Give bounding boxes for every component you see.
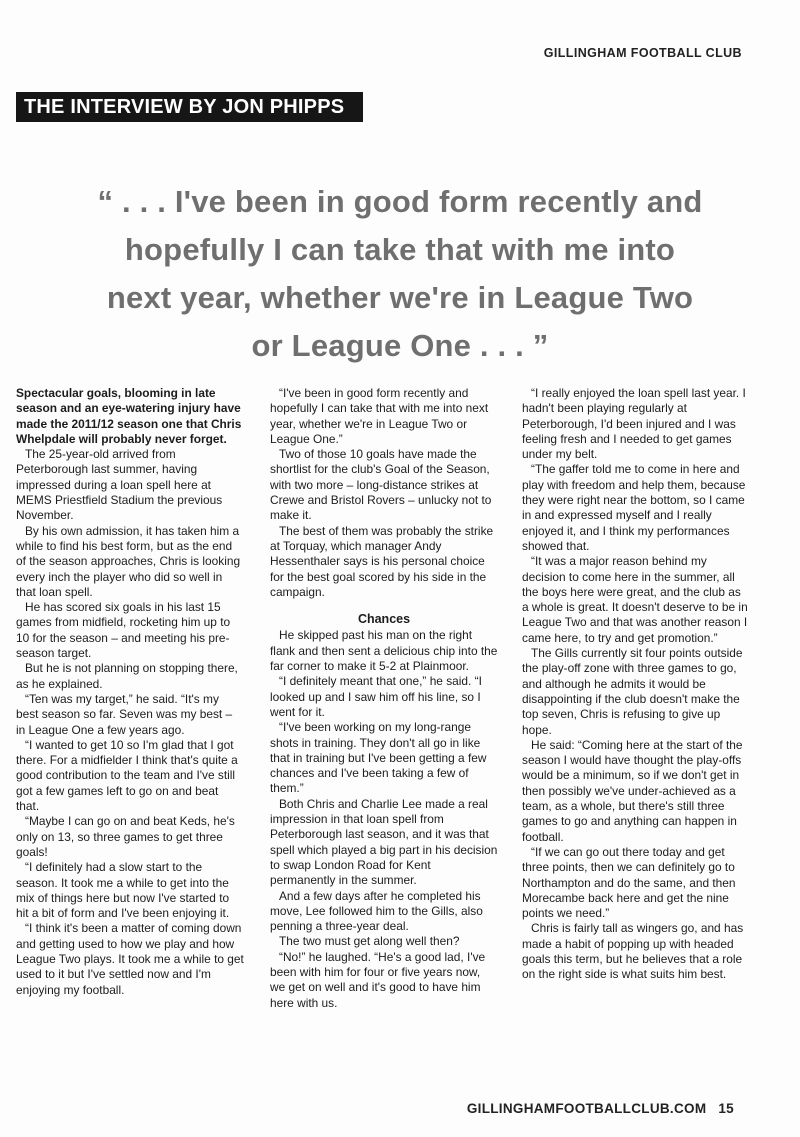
pull-quote	[60, 178, 740, 370]
club-name-header: GILLINGHAM FOOTBALL CLUB	[543, 46, 742, 60]
article-paragraph: Chris is fairly tall as wingers go, and has made a habit of popping up with headed goals this term, but he believes that a role on the right side is what suits him best.	[522, 921, 744, 982]
article-paragraph: “No!” he laughed. “He's a good lad, I've been with him for four or five years now, we get on well and it's good to have him here with us.	[270, 949, 486, 1010]
article-column-3	[522, 386, 750, 983]
pull-quote-line: hopefully I can take that with me into	[124, 232, 676, 267]
footer-website-link[interactable]: GILLINGHAMFOOTBALLCLUB.COM	[466, 1101, 707, 1116]
article-paragraph: But he is not planning on stopping there, as he explained.	[16, 661, 238, 691]
pull-quote-line: or League One . . . ”	[251, 328, 549, 363]
article-paragraph: He said: “Coming here at the start of the season I would have thought the play-offs would be a minimum, so if we don't get in then possibly we've under-achieved as a team, as a whole, but there's still three games to go and anything can happen in football.	[522, 737, 743, 844]
article-paragraph: Two of those 10 goals have made the shortlist for the club's Goal of the Season, with two more – long-distance strikes at Crewe and Bristol Rovers – unlucky not to make it.	[270, 447, 492, 523]
article-column-2	[270, 386, 498, 1011]
article-paragraph: “I definitely had a slow start to the season. It took me a while to get into the mix of things here but now I've started to hit a bit of form and I've been enjoying it.	[16, 860, 230, 921]
article-paragraph: “It was a major reason behind my decision to come here in the summer, all the boys here were great, and the club as a whole is great. It doesn't deserve to be in League Two and that was another reason I came here, to try and get promotion.”	[522, 554, 748, 645]
article-paragraph: He has scored six goals in his last 15 games from midfield, rocketing him up to 10 for the season – and meeting his pre-season target.	[16, 600, 231, 661]
page-footer	[467, 1101, 734, 1116]
article-lead-paragraph: Spectacular goals, blooming in late season and an eye-watering injury have made the 2011/12 season one that Chris Whelpdale will probably never forget.	[16, 386, 242, 446]
article-paragraph: And a few days after he completed his move, Lee followed him to the Gills, also penning a three-year deal.	[270, 888, 483, 934]
article-paragraph: “I wanted to get 10 so I'm glad that I got there. For a midfielder I think that's quite a good contribution to the team and I've still got a few games left to go on and beat that.	[16, 737, 238, 814]
article-paragraph: The 25-year-old arrived from Peterborough last summer, having impressed during a loan spell here at MEMS Priestfield Stadium the previous November.	[16, 447, 223, 523]
article-paragraph: “Maybe I can go on and beat Keds, he's only on 13, so three games to get three goals!	[16, 814, 235, 859]
article-paragraph: The best of them was probably the strike at Torquay, which manager Andy Hessenthaler says is his personal choice for the best goal scored by his side in the campaign.	[270, 523, 494, 599]
article-paragraph: By his own admission, it has taken him a while to find his best form, but as the end of the season approaches, Chris is looking every inch the player who did so well in that loan spell.	[16, 523, 241, 599]
article-paragraph: “Ten was my target,” he said. “It's my best season so far. Seven was my best – in League One a few years ago.	[16, 691, 233, 737]
article-subheading: Chances	[357, 612, 411, 627]
article-column-1	[16, 386, 244, 998]
article-paragraph: He skipped past his man on the right flank and then sent a delicious chip into the far corner to make it 5-2 at Plainmoor.	[270, 628, 498, 674]
article-paragraph: The Gills currently sit four points outside the play-off zone with three games to go, and although he admits it would be disappointing if the club doesn't make the top seven, Chris is refusing to give up hope.	[522, 646, 743, 737]
article-paragraph: The two must get along well then?	[279, 934, 460, 949]
article-paragraph: “The gaffer told me to come in here and play with freedom and help them, because they were right near the bottom, so I came in and expressed myself and I really enjoyed it, and I think my performances showed that.	[522, 462, 746, 553]
pull-quote-line: “ . . . I've been in good form recently and	[97, 184, 703, 219]
pull-quote-line: next year, whether we're in League Two	[106, 280, 694, 315]
article-paragraph: “I've been in good form recently and hopefully I can take that with me into next year, whether we're in League Two or League One.”	[270, 386, 489, 446]
article-paragraph: “I think it's been a matter of coming down and getting used to how we play and how League Two plays. It took me a while to get used to it but I've settled now and I'm enjoying my football.	[16, 921, 244, 997]
article-paragraph: Both Chris and Charlie Lee made a real impression in that loan spell from Peterborough last season, and it was that spell which played a big part in his decision to swap London Road for Kent permanently in the summer.	[270, 796, 498, 888]
article-paragraph: “If we can go out there today and get three points, then we can definitely go to Northampton and do the same, and then Morecambe back here and get the nine points we need.”	[522, 844, 736, 921]
article-body	[16, 386, 750, 1086]
page-number: 15	[718, 1101, 734, 1116]
article-paragraph: “I really enjoyed the loan spell last year. I hadn't been playing regularly at Peterborough, I'd been injured and I was feeling fresh and I needed to get games under my belt.	[522, 386, 746, 462]
article-paragraph: “I definitely meant that one,” he said. “I looked up and I saw him off his line, so I went for it.	[270, 674, 482, 719]
article-paragraph: “I've been working on my long-range shots in training. They don't all go in like that in training but I've been getting a few chances and I've been taking a few of them.”	[270, 720, 487, 796]
interview-title-banner: THE INTERVIEW BY JON PHIPPS	[16, 92, 363, 122]
